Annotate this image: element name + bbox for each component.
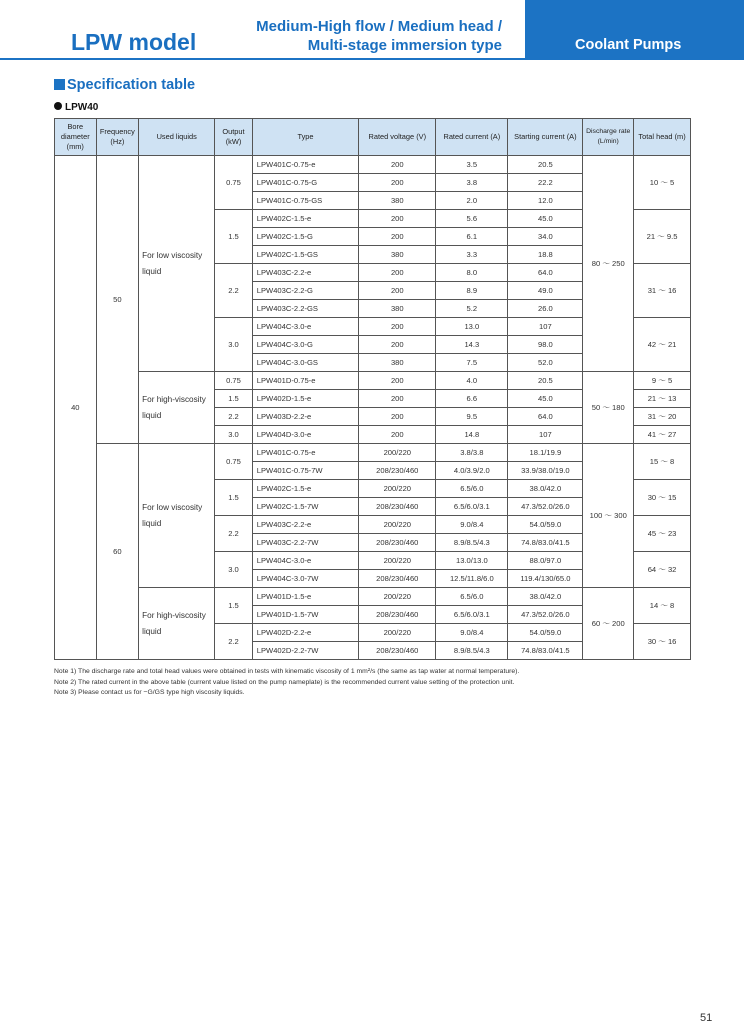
header-discharge: Discharge rate (L/min) [583, 119, 634, 156]
starting-cell: 34.0 [508, 228, 583, 246]
header-frequency: Frequency (Hz) [96, 119, 139, 156]
current-cell: 6.5/6.0/3.1 [436, 606, 508, 624]
section-heading [54, 77, 195, 93]
current-cell: 8.9 [436, 282, 508, 300]
liquid-high-50-cell: For high-viscosity liquid [139, 372, 215, 444]
type-cell: LPW402D-2.2-e [252, 624, 359, 642]
type-cell: LPW404C-3.0-G [252, 336, 359, 354]
starting-cell: 38.0/42.0 [508, 480, 583, 498]
voltage-cell: 380 [359, 300, 436, 318]
starting-cell: 20.5 [508, 156, 583, 174]
category-label: Coolant Pumps [575, 37, 682, 53]
type-cell: LPW401D-1.5-7W [252, 606, 359, 624]
head-cell: 15 ～ 8 [634, 444, 691, 480]
starting-cell: 47.3/52.0/26.0 [508, 606, 583, 624]
voltage-cell: 200/220 [359, 588, 436, 606]
note-2: Note 2) The rated current in the above table (current value listed on the pump nameplate) is the recommended current value setting of the protection unit. [54, 678, 515, 686]
current-cell: 5.6 [436, 210, 508, 228]
starting-cell: 20.5 [508, 372, 583, 390]
current-cell: 7.5 [436, 354, 508, 372]
current-cell: 3.5 [436, 156, 508, 174]
output-cell: 1.5 [215, 480, 253, 516]
output-cell: 2.2 [215, 624, 253, 660]
current-cell: 3.3 [436, 246, 508, 264]
starting-cell: 45.0 [508, 390, 583, 408]
type-cell: LPW401D-1.5-e [252, 588, 359, 606]
header-total-head: Total head (m) [634, 119, 691, 156]
starting-cell: 74.8/83.0/41.5 [508, 534, 583, 552]
type-cell: LPW403C-2.2-G [252, 282, 359, 300]
starting-cell: 38.0/42.0 [508, 588, 583, 606]
discharge-cell: 100 ～ 300 [583, 444, 634, 588]
starting-cell: 54.0/59.0 [508, 624, 583, 642]
voltage-cell: 208/230/460 [359, 534, 436, 552]
liquid-low-50-cell: For low viscosity liquid [139, 156, 215, 372]
current-cell: 6.5/6.0 [436, 588, 508, 606]
header-starting-current: Starting current (A) [508, 119, 583, 156]
type-cell: LPW401C-0.75-e [252, 444, 359, 462]
type-cell: LPW402C-1.5-7W [252, 498, 359, 516]
type-cell: LPW403C-2.2-e [252, 264, 359, 282]
head-cell: 10 ～ 5 [634, 156, 691, 210]
header-voltage: Rated voltage (V) [359, 119, 436, 156]
head-cell: 21 ～ 13 [634, 390, 691, 408]
header-rule [0, 58, 525, 60]
bore-cell: 40 [55, 156, 97, 660]
notes [54, 667, 519, 699]
header-subtitle [256, 17, 502, 55]
starting-cell: 107 [508, 318, 583, 336]
liquid-low-60-cell: For low viscosity liquid [139, 444, 215, 588]
output-cell: 1.5 [215, 390, 253, 408]
voltage-cell: 200 [359, 408, 436, 426]
voltage-cell: 208/230/460 [359, 462, 436, 480]
head-cell: 42 ～ 21 [634, 318, 691, 372]
current-cell: 9.0/8.4 [436, 624, 508, 642]
header-used-liquids: Used liquids [139, 119, 215, 156]
starting-cell: 12.0 [508, 192, 583, 210]
current-cell: 6.5/6.0 [436, 480, 508, 498]
output-cell: 2.2 [215, 264, 253, 318]
starting-cell: 22.2 [508, 174, 583, 192]
circle-bullet-icon [54, 102, 62, 110]
type-cell: LPW402C-1.5-e [252, 480, 359, 498]
starting-cell: 18.1/19.9 [508, 444, 583, 462]
voltage-cell: 380 [359, 246, 436, 264]
current-cell: 5.2 [436, 300, 508, 318]
current-cell: 4.0 [436, 372, 508, 390]
voltage-cell: 208/230/460 [359, 642, 436, 660]
type-cell: LPW402C-1.5-G [252, 228, 359, 246]
starting-cell: 49.0 [508, 282, 583, 300]
starting-cell: 26.0 [508, 300, 583, 318]
current-cell: 8.9/8.5/4.3 [436, 534, 508, 552]
table-row [55, 156, 691, 174]
specification-table [54, 118, 691, 660]
type-cell: LPW402D-2.2-7W [252, 642, 359, 660]
frequency-60-cell: 60 [96, 444, 139, 660]
head-cell: 41 ～ 27 [634, 426, 691, 444]
type-cell: LPW403C-2.2-e [252, 516, 359, 534]
head-cell: 64 ～ 32 [634, 552, 691, 588]
output-cell: 0.75 [215, 156, 253, 210]
starting-cell: 33.9/38.0/19.0 [508, 462, 583, 480]
head-cell: 14 ～ 8 [634, 588, 691, 624]
type-cell: LPW401C-0.75-G [252, 174, 359, 192]
current-cell: 2.0 [436, 192, 508, 210]
starting-cell: 119.4/130/65.0 [508, 570, 583, 588]
voltage-cell: 200 [359, 228, 436, 246]
output-cell: 3.0 [215, 552, 253, 588]
voltage-cell: 200 [359, 336, 436, 354]
voltage-cell: 200 [359, 390, 436, 408]
current-cell: 13.0 [436, 318, 508, 336]
header-subtitle-line2: Multi-stage immersion type [307, 37, 502, 54]
starting-cell: 98.0 [508, 336, 583, 354]
type-cell: LPW404C-3.0-GS [252, 354, 359, 372]
current-cell: 6.6 [436, 390, 508, 408]
head-cell: 45 ～ 23 [634, 516, 691, 552]
current-cell: 6.1 [436, 228, 508, 246]
current-cell: 12.5/11.8/6.0 [436, 570, 508, 588]
current-cell: 8.0 [436, 264, 508, 282]
voltage-cell: 380 [359, 354, 436, 372]
table-row [55, 372, 691, 390]
current-cell: 9.0/8.4 [436, 516, 508, 534]
voltage-cell: 200 [359, 282, 436, 300]
voltage-cell: 200 [359, 372, 436, 390]
table-header-row [55, 119, 691, 156]
starting-cell: 18.8 [508, 246, 583, 264]
voltage-cell: 200 [359, 318, 436, 336]
type-cell: LPW401D-0.75-e [252, 372, 359, 390]
voltage-cell: 200 [359, 264, 436, 282]
voltage-cell: 200/220 [359, 552, 436, 570]
current-cell: 8.9/8.5/4.3 [436, 642, 508, 660]
output-cell: 1.5 [215, 210, 253, 264]
discharge-cell: 60 ～ 200 [583, 588, 634, 660]
starting-cell: 47.3/52.0/26.0 [508, 498, 583, 516]
header-type: Type [252, 119, 359, 156]
voltage-cell: 200/220 [359, 480, 436, 498]
square-bullet-icon [54, 79, 65, 90]
current-cell: 6.5/6.0/3.1 [436, 498, 508, 516]
voltage-cell: 208/230/460 [359, 498, 436, 516]
section-title-text: Specification table [67, 77, 196, 93]
voltage-cell: 200 [359, 210, 436, 228]
output-cell: 3.0 [215, 426, 253, 444]
current-cell: 3.8/3.8 [436, 444, 508, 462]
current-cell: 14.3 [436, 336, 508, 354]
liquid-high-60-cell: For high-viscosity liquid [139, 588, 215, 660]
type-cell: LPW402C-1.5-GS [252, 246, 359, 264]
voltage-cell: 208/230/460 [359, 570, 436, 588]
starting-cell: 45.0 [508, 210, 583, 228]
discharge-cell: 80 ～ 250 [583, 156, 634, 372]
type-cell: LPW402D-1.5-e [252, 390, 359, 408]
starting-cell: 54.0/59.0 [508, 516, 583, 534]
type-cell: LPW401C-0.75-e [252, 156, 359, 174]
starting-cell: 107 [508, 426, 583, 444]
header-output: Output (kW) [215, 119, 253, 156]
voltage-cell: 200/220 [359, 624, 436, 642]
voltage-cell: 200 [359, 426, 436, 444]
header-subtitle-line1: Medium-High flow / Medium head / [256, 18, 502, 35]
voltage-cell: 200 [359, 174, 436, 192]
table-row [55, 444, 691, 462]
frequency-50-cell: 50 [96, 156, 139, 444]
output-cell: 0.75 [215, 444, 253, 480]
head-cell: 31 ～ 20 [634, 408, 691, 426]
page-header [0, 0, 744, 60]
current-cell: 14.8 [436, 426, 508, 444]
type-cell: LPW404C-3.0-7W [252, 570, 359, 588]
type-cell: LPW404D-3.0-e [252, 426, 359, 444]
current-cell: 3.8 [436, 174, 508, 192]
voltage-cell: 200/220 [359, 516, 436, 534]
page-number: 51 [700, 1012, 713, 1024]
current-cell: 4.0/3.9/2.0 [436, 462, 508, 480]
head-cell: 9 ～ 5 [634, 372, 691, 390]
voltage-cell: 200/220 [359, 444, 436, 462]
current-cell: 9.5 [436, 408, 508, 426]
starting-cell: 74.8/83.0/41.5 [508, 642, 583, 660]
type-cell: LPW403D-2.2-e [252, 408, 359, 426]
voltage-cell: 380 [359, 192, 436, 210]
model-label-text: LPW40 [65, 102, 99, 113]
head-cell: 30 ～ 16 [634, 624, 691, 660]
output-cell: 1.5 [215, 588, 253, 624]
model-label [54, 102, 98, 113]
starting-cell: 52.0 [508, 354, 583, 372]
type-cell: LPW401C-0.75-7W [252, 462, 359, 480]
starting-cell: 88.0/97.0 [508, 552, 583, 570]
type-cell: LPW404C-3.0-e [252, 318, 359, 336]
head-cell: 31 ～ 16 [634, 264, 691, 318]
output-cell: 0.75 [215, 372, 253, 390]
type-cell: LPW404C-3.0-e [252, 552, 359, 570]
type-cell: LPW402C-1.5-e [252, 210, 359, 228]
current-cell: 13.0/13.0 [436, 552, 508, 570]
type-cell: LPW403C-2.2-7W [252, 534, 359, 552]
head-cell: 30 ～ 15 [634, 480, 691, 516]
model-title: LPW model [71, 29, 197, 55]
note-3: Note 3) Please contact us for −G/GS type high viscosity liquids. [54, 689, 245, 696]
voltage-cell: 208/230/460 [359, 606, 436, 624]
type-cell: LPW401C-0.75-GS [252, 192, 359, 210]
header-bore: Bore diameter (mm) [55, 119, 97, 156]
output-cell: 2.2 [215, 408, 253, 426]
discharge-cell: 50 ～ 180 [583, 372, 634, 444]
output-cell: 3.0 [215, 318, 253, 372]
starting-cell: 64.0 [508, 264, 583, 282]
table-row [55, 588, 691, 606]
voltage-cell: 200 [359, 156, 436, 174]
output-cell: 2.2 [215, 516, 253, 552]
head-cell: 21 ～ 9.5 [634, 210, 691, 264]
header-current: Rated current (A) [436, 119, 508, 156]
type-cell: LPW403C-2.2-GS [252, 300, 359, 318]
starting-cell: 64.0 [508, 408, 583, 426]
note-1: Note 1) The discharge rate and total head values were obtained in tests with kinematic viscosity of 1 mm²/s (the same as tap water at normal temperature). [54, 668, 520, 675]
